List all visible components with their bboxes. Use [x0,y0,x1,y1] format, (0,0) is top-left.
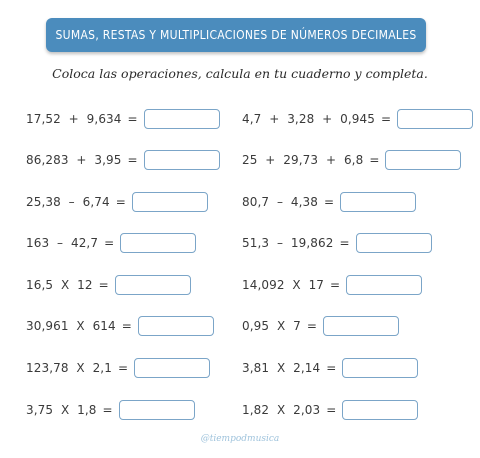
operation-row [26,109,220,129]
operation-row [242,150,461,170]
answer-box[interactable] [115,275,191,295]
equals-sign: = [104,236,115,250]
operation-expression: 80,7 – 4,38 [242,195,318,209]
operation-expression: 16,5 X 12 [26,278,93,292]
equals-sign: = [117,361,129,375]
operation-expression: 14,092 X 17 [242,278,325,292]
answer-box[interactable] [356,233,432,253]
operation-expression: 123,78 X 2,1 [26,361,112,375]
answer-box[interactable] [346,275,422,295]
operation-expression: 3,81 X 2,14 [242,361,321,375]
equals-sign: = [115,195,126,209]
equals-sign: = [330,278,341,292]
operation-row [242,275,422,295]
operation-expression: 30,961 X 614 [26,319,116,333]
equals-sign: = [127,112,138,126]
operation-expression: 3,75 X 1,8 [26,403,97,417]
operation-row [26,358,210,378]
answer-box[interactable] [144,150,220,170]
operation-row [242,400,418,420]
author-credit: @tiempodmusica [200,434,280,444]
answer-box[interactable] [342,358,418,378]
operation-row [26,233,196,253]
operation-row [26,150,220,170]
operation-expression: 51,3 – 19,862 [242,236,334,250]
equals-sign: = [324,195,335,209]
answer-box[interactable] [342,400,418,420]
equals-sign: = [121,319,132,333]
equals-sign: = [127,153,138,167]
answer-box[interactable] [119,400,195,420]
answer-box[interactable] [323,316,399,336]
answer-box[interactable] [385,150,461,170]
title-banner [46,18,426,52]
operation-row [26,192,208,212]
equals-sign: = [98,278,109,292]
operation-expression: 25,38 – 6,74 [26,195,110,209]
operation-expression: 86,283 + 3,95 [26,153,122,167]
answer-box[interactable] [340,192,416,212]
operation-row [242,316,399,336]
answer-box[interactable] [134,358,210,378]
equals-sign: = [326,361,337,375]
equals-sign: = [326,403,337,417]
operation-row [26,400,195,420]
operation-expression: 4,7 + 3,28 + 0,945 [242,112,375,126]
operation-row [242,358,418,378]
equals-sign: = [102,403,113,417]
operation-row [242,192,416,212]
worksheet-title: SUMAS, RESTAS Y MULTIPLICACIONES DE NÚMEROS DECIMALES [55,28,417,42]
answer-box[interactable] [397,109,473,129]
answer-box[interactable] [138,316,214,336]
operation-expression: 25 + 29,73 + 6,8 [242,153,364,167]
operation-expression: 163 – 42,7 [26,236,99,250]
operation-row [26,316,214,336]
answer-box[interactable] [132,192,208,212]
equals-sign: = [380,112,392,126]
equals-sign: = [369,153,380,167]
operation-row [242,109,473,129]
answer-box[interactable] [120,233,196,253]
operation-expression: 17,52 + 9,634 [26,112,122,126]
operation-expression: 0,95 X 7 [242,319,301,333]
answer-box[interactable] [144,109,220,129]
equals-sign: = [306,319,317,333]
equals-sign: = [339,236,350,250]
operation-row [26,275,191,295]
operation-expression: 1,82 X 2,03 [242,403,321,417]
instructions-text: Coloca las operaciones, calcula en tu cuaderno y completa. [52,66,428,81]
operation-row [242,233,432,253]
